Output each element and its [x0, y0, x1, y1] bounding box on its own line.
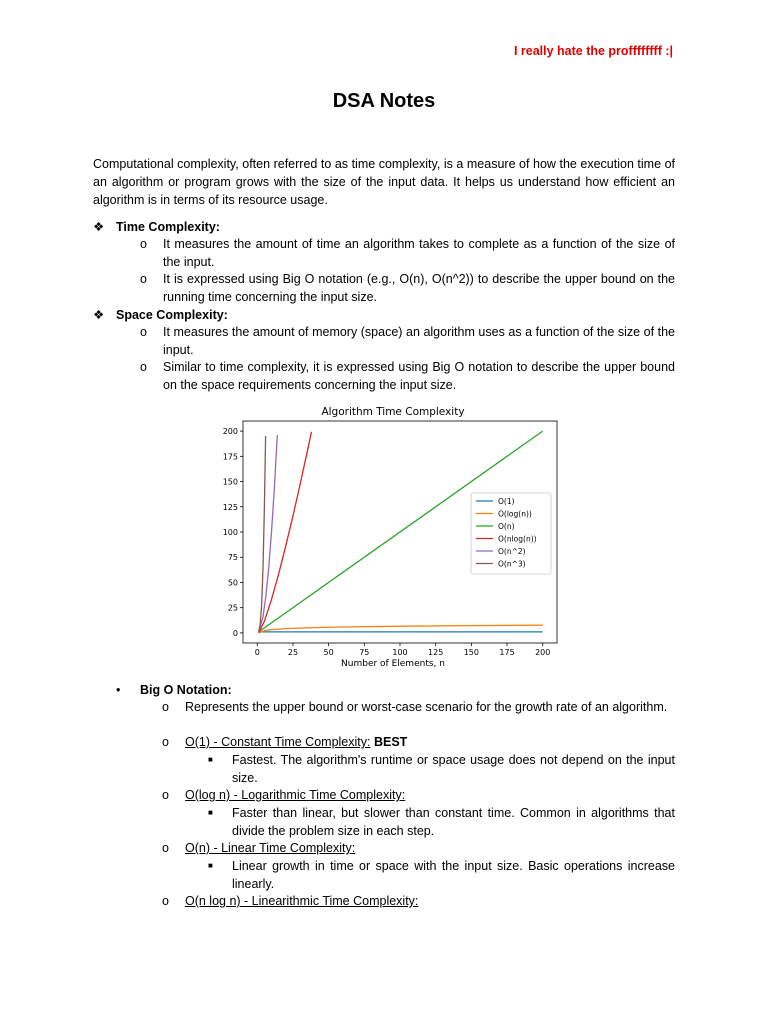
space-complexity-label: Space Complexity:: [116, 308, 228, 322]
x-tick-label: 175: [499, 648, 515, 657]
ologn-description: Faster than linear, but slower than constant time. Common in algorithms that divide the problem size in each step.: [232, 806, 675, 838]
y-tick-label: 175: [222, 452, 238, 462]
series-line-3: [259, 432, 312, 633]
chart-x-axis-label: Number of Elements, n: [341, 659, 445, 669]
legend-label: O(n^3): [498, 559, 526, 569]
x-tick-label: 100: [392, 648, 408, 657]
x-tick-label: 75: [359, 648, 370, 657]
legend-label: O(n): [498, 522, 515, 531]
diamond-bullet-icon: ❖: [93, 220, 105, 234]
y-tick-label: 125: [222, 502, 238, 512]
list-item: [208, 751, 675, 787]
o1-label: O(1) - Constant Time Complexity:: [185, 735, 371, 749]
square-bullet-icon: ■: [208, 861, 213, 870]
circle-bullet-icon: o: [162, 700, 169, 714]
onlogn-label: O(n log n) - Linearithmic Time Complexity:: [185, 894, 419, 908]
list-item: [162, 733, 675, 751]
circle-bullet-icon: o: [162, 735, 169, 749]
time-complexity-label: Time Complexity:: [116, 220, 220, 234]
time-complexity-item-1: It measures the amount of time an algorithm takes to complete as a function of the size of the input.: [163, 237, 675, 269]
legend-label: O(log(n)): [498, 509, 532, 519]
list-item: [162, 786, 675, 804]
on-description: Linear growth in time or space with the input size. Basic operations increase linearly.: [232, 859, 675, 891]
y-tick-label: 75: [227, 553, 238, 563]
complexity-chart: [205, 403, 565, 671]
time-complexity-heading: [93, 218, 220, 236]
y-tick-label: 150: [222, 477, 238, 487]
x-tick-label: 50: [323, 648, 334, 657]
list-item: [162, 892, 675, 910]
x-tick-label: 25: [287, 648, 299, 657]
intro-paragraph: Computational complexity, often referred to as time complexity, is a measure of how the execution time of an algorithm or program grows with the size of the input data. It helps us understand how efficient an algorithm is in terms of its resource usage.: [93, 157, 675, 207]
list-item: [140, 358, 675, 394]
circle-bullet-icon: o: [140, 272, 147, 286]
header-note: I really hate the proffffffff :|: [513, 44, 673, 58]
legend-label: O(n^2): [498, 547, 526, 556]
circle-bullet-icon: o: [162, 788, 169, 802]
list-item: [208, 857, 675, 893]
circle-bullet-icon: o: [162, 841, 169, 855]
diamond-bullet-icon: ❖: [93, 308, 105, 322]
space-complexity-heading: [93, 306, 228, 324]
circle-bullet-icon: o: [140, 237, 147, 251]
circle-bullet-icon: o: [140, 325, 147, 339]
ologn-label: O(log n) - Logarithmic Time Complexity:: [185, 788, 406, 802]
y-tick-label: 25: [227, 603, 238, 613]
chart-title: Algorithm Time Complexity: [321, 406, 465, 418]
legend-label: O(nlog(n)): [498, 534, 537, 544]
x-tick-label: 150: [463, 648, 480, 657]
bullet-dot-icon: •: [116, 683, 121, 697]
on-label: O(n) - Linear Time Complexity:: [185, 841, 356, 855]
x-tick-label: 0: [254, 648, 260, 657]
circle-bullet-icon: o: [162, 894, 169, 908]
x-tick-label: 200: [535, 648, 551, 657]
space-complexity-item-1: It measures the amount of memory (space) an algorithm uses as a function of the size of the input.: [163, 325, 675, 357]
list-item: [140, 270, 675, 306]
time-complexity-item-2: It is expressed using Big O notation (e.g., O(n), O(n^2)) to describe the upper bound on the running time concerning the input size.: [163, 272, 675, 304]
big-o-label: Big O Notation:: [140, 683, 232, 697]
big-o-heading: [116, 681, 232, 699]
list-item: [162, 839, 675, 857]
o1-description: Fastest. The algorithm's runtime or space usage does not depend on the input size.: [232, 753, 675, 785]
list-item: [162, 698, 675, 716]
y-tick-label: 50: [227, 578, 238, 588]
y-tick-label: 0: [232, 628, 238, 638]
circle-bullet-icon: o: [140, 360, 147, 374]
y-tick-label: 100: [222, 528, 238, 537]
legend-label: O(1): [498, 497, 515, 506]
x-tick-label: 125: [428, 648, 444, 657]
square-bullet-icon: ■: [208, 755, 213, 764]
list-item: [140, 235, 675, 271]
list-item: [140, 323, 675, 359]
square-bullet-icon: ■: [208, 808, 213, 817]
space-complexity-item-2: Similar to time complexity, it is expressed using Big O notation to describe the upper bound on the space requirements concerning the input size.: [163, 360, 675, 392]
y-tick-label: 200: [222, 427, 238, 437]
big-o-definition: Represents the upper bound or worst-case scenario for the growth rate of an algorithm.: [185, 700, 668, 714]
page-title: DSA Notes: [332, 90, 436, 112]
list-item: [208, 804, 675, 840]
o1-tag: BEST: [373, 735, 408, 749]
